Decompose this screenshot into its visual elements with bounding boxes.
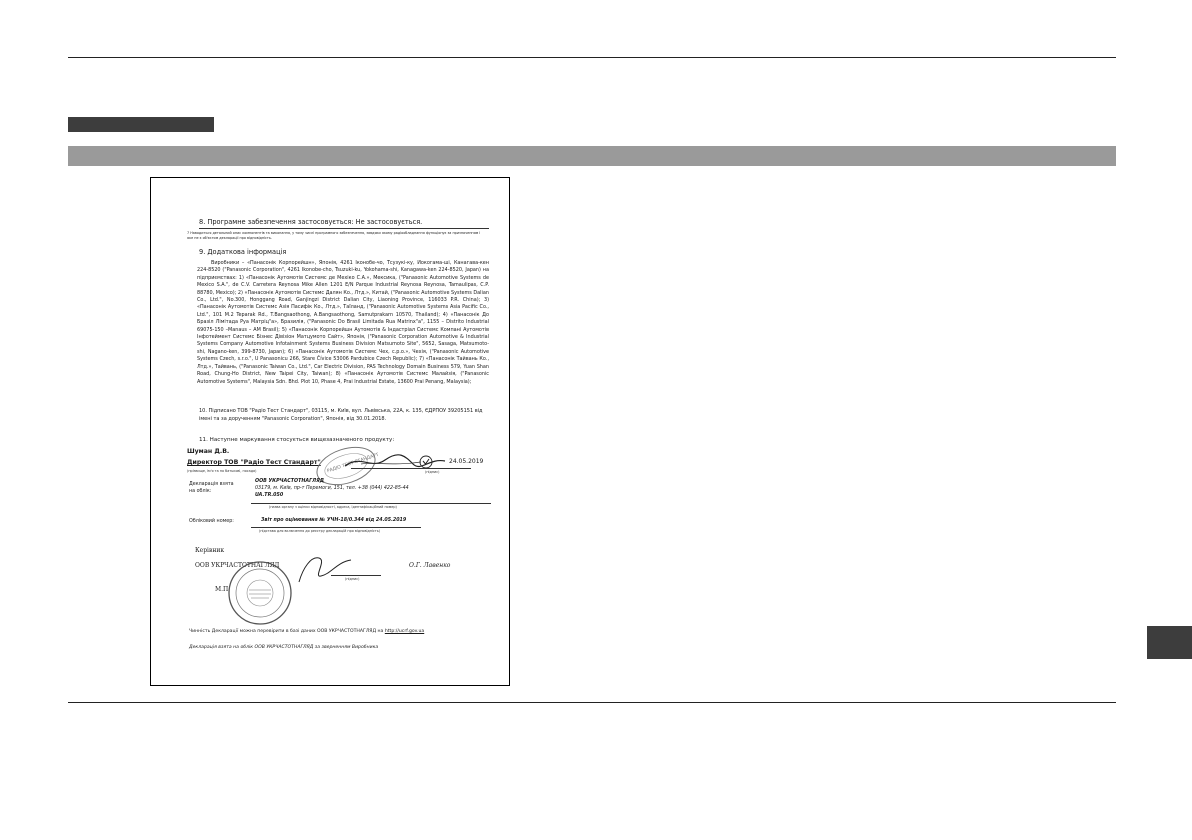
validity-text: Чинність Декларації можна перевірити в базі даних ООВ УКРЧАСТОТНАГЛЯД на	[189, 629, 384, 634]
footer-text: Декларація взята на облік ООВ УКРЧАСТОТНАГЛЯД за зверненням Виробника	[189, 645, 379, 650]
top-rule	[68, 57, 1116, 58]
head-name: О.Г. Лавенко	[409, 562, 451, 569]
registration-value: Звіт про оцінювання № УЧН-18/0.344 від 24.05.2019	[261, 518, 407, 523]
validity-link[interactable]: http://ucrf.gov.ua	[384, 629, 425, 634]
agency-address: 03179, м. Київ, пр-т Перемоги, 151, тел. +38 (044) 422-85-44	[255, 486, 409, 491]
agency-line	[251, 503, 491, 504]
doc-item-8: 8. Програмне забезпечення застосовується: Не застосовується.	[199, 218, 423, 226]
registration-label: Обліковий номер:	[189, 519, 234, 524]
agency-name: ООВ УКРЧАСТОТНАГЛЯД	[255, 479, 325, 484]
signature-line	[351, 468, 471, 469]
declaration-label: Декларація взята на облік:	[189, 482, 234, 494]
validity-text-line	[189, 628, 424, 635]
signer-name: Шуман Д.В.	[187, 448, 230, 455]
head-sign-caption: (підпис)	[345, 577, 360, 581]
head-signature	[291, 548, 361, 588]
sign-date: 24.05.2019	[449, 458, 484, 465]
side-thumb-tab	[1147, 626, 1192, 659]
seal-label: М.П.	[215, 586, 231, 593]
agency-caption: (назва органу з оцінки відповідності, адреса, ідентифікаційний номер)	[269, 505, 397, 509]
stamp-text: РАДІО ТЕСТ СТАНДАРТ	[326, 452, 380, 475]
director-signature	[341, 452, 451, 472]
registration-caption: (підстава для включення до реєстру декларацій про відповідність)	[259, 529, 381, 533]
doc-item-10: 10. Підписано ТОВ "Радіо Тест Стандарт", 03115, м. Київ, вул. Львівська, 22А, к. 135, ЄДРПОУ 39205151 від імені та за дорученням "Panasonic Corporation", Японія, від 30.01.2018.	[199, 408, 483, 422]
doc-item-9: 9. Додаткова інформація	[199, 248, 287, 256]
section-tab	[68, 117, 214, 132]
section-header-bar	[68, 146, 1116, 166]
head-label: Керівник	[195, 547, 225, 554]
doc-additional-info: Виробники – «Панасонік Корпорейшн», Японія, 4261 Іконобе-чо, Тсузукі-ку, Йокогама-ші, Канагава-кен 224-8520 ("Panasonic Corporation", 4261 Ikonobe-cho, Tsuzuki-ku, Yokohama-shi, Kanagawa-ken 224-8520, Japan) на підприємствах: 1) «Панасонік Аутомотів Системс де Мехіко С.А.», Мексика, ("Panasonic Automotive Systems de Mexico S.A.", de C.V. Carretera Reynosa Mike Allen 1201 E/N Parque Industrial Reynosa Reynosa, Tamaulipas, C.P. 88780, Mexico); 2) «Панасонік Аутомотів Системс Далян Ко., Лтд.», Китай, ("Panasonic Automotive Systems Dalian Co., Ltd.", No.300, Honggang Road, Ganjingzi District Dalian City, Liaoning Province, 116033 P.R. China); 3) «Панасонік Аутомотів Системс Азія Пасифік Ко., Лтд.», Таїланд, ("Panasonic Automotive Systems Asia Pacific Co., Ltd.", 101 M.2 Teparak Rd., T.Bangsaothong, A.Bangsaothong, Samutprakarn 10570, Thailand); 4) «Панасонік До Бразіл Лімітада Руа Матріц"а», Бразилія, ("Panasonic Do Brasil Limitada Rua Matrinx"a", 1155 – Distrito Industrial 69075-150 –Manaus – AM Brasil); 5) «Панасонік Корпорейшн Аутомотів & Індастріал Системс Компані Аутомотів Інфотеймент Системс Бізнес Дівізіон Матцумото Сайт», Японія, ("Panasonic Corporation Automotive & Industrial Systems Company Automotive Infotainment Systems Business Division Matsumoto Site", 5652, Sasaga, Matsumoto-shi, Nagano-ken, 399-8730, Japan); 6) «Панасонік Аутомотів Системс Чех, с.р.о.», Чехія, ("Panasonic Automotive Systems Czech, s.r.o.", U Panasonicu 266, Stare Čívice 53006 Pardubice Czech Republic); 7) «Панасонік Тайвань Ко., Лтд.», Тайвань, ("Panasonic Taiwan Co., Ltd.", Car Electric Division, PAS Technology Domain Business 579, Yuan Shan Road, Chung-Ho District, New Taipei City, Taiwan); 8) «Панасонік Аутомотів Системс Малайзія, ("Panasonic Automotive Systems", Malaysia Sdn. Bhd. Plot 10, Phase 4, Prai Industrial Estate, 13600 Prai Penang, Malaysia);	[197, 260, 489, 385]
bottom-rule	[68, 702, 1116, 703]
registration-line	[251, 527, 421, 528]
signer-title: Директор ТОВ "Радіо Тест Стандарт"	[187, 459, 321, 466]
declaration-document-image	[150, 177, 510, 686]
doc-footnote: 7 Наводиться детальний опис компонентів та виконання, у тому числі програмного забезпечення, завдяки якому радіообладнання функціонує за призначенням і яке не є об'єктом декларації про відповідність.	[187, 231, 481, 240]
signer-caption: (прізвище, ім'я та по батькові, посада)	[187, 469, 257, 473]
official-seal	[227, 560, 293, 626]
signature-caption: (підпис)	[425, 470, 440, 474]
head-org: ООВ УКРЧАСТОТНАГЛЯД	[195, 562, 280, 569]
head-sign-line	[331, 575, 381, 576]
agency-code: UA.TR.050	[255, 493, 284, 498]
doc-divider	[199, 228, 489, 229]
doc-item-11: 11. Наступне маркування стосується вищезазначеного продукту:	[199, 437, 395, 443]
